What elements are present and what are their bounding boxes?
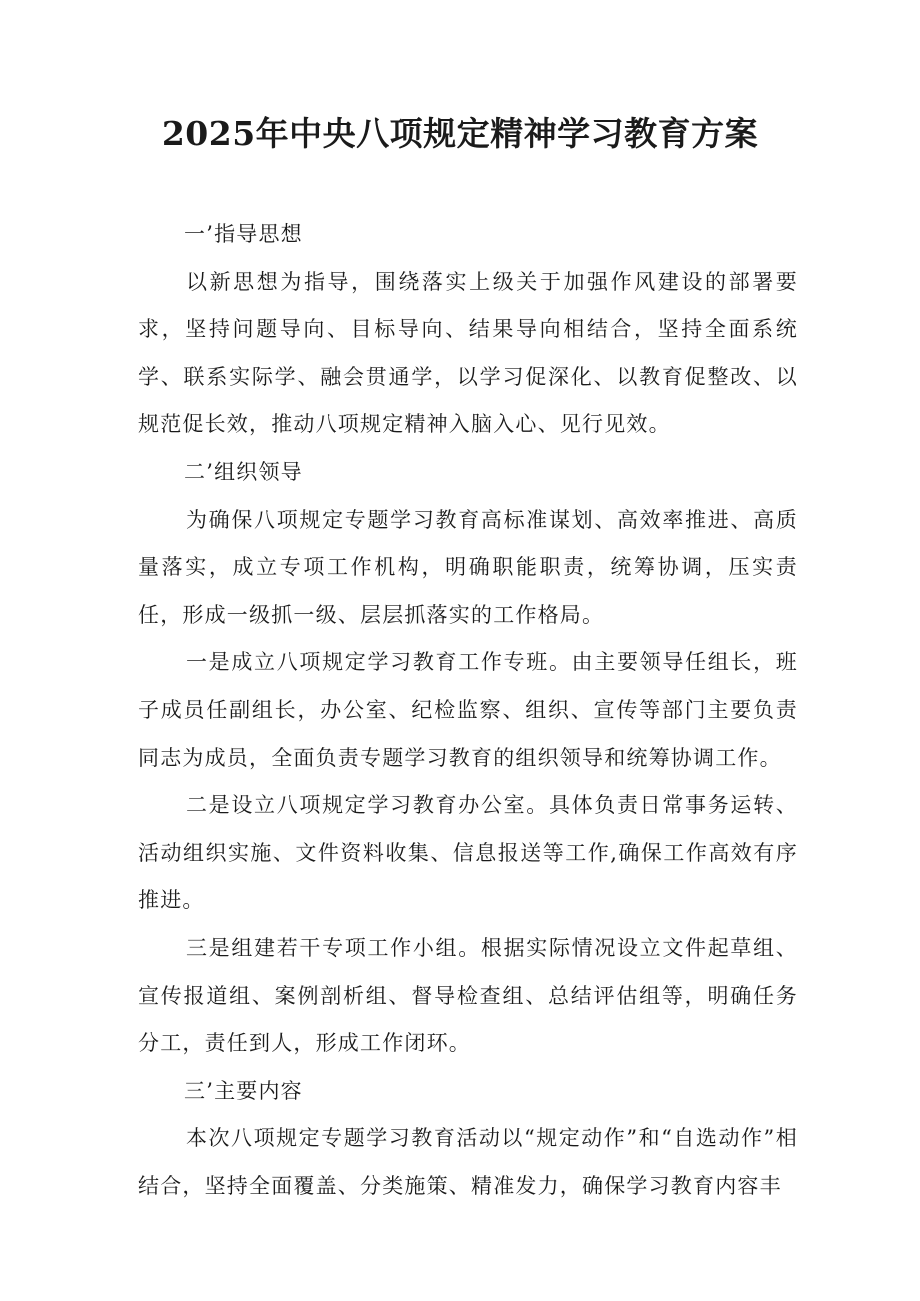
section-heading-main-content: 三’主要内容 (184, 1078, 303, 1103)
paragraph-task-force: 一是成立八项规定学习教育工作专班。由主要领导任组长，班子成员任副组长，办公室、纪检监察、组织、宣传等部门主要负责同志为成员，全面负责专题学习教育的组织领导和统筹协调工作。 (138, 650, 798, 770)
document-title: 2025年中央八项规定精神学习教育方案 (161, 114, 759, 153)
section-heading-guiding-ideology: 一’指导思想 (184, 222, 303, 246)
paragraph-main-content: 本次八项规定专题学习教育活动以“规定动作”和“自选动作”相结合，坚持全面覆盖、分类施策、精准发力，确保学习教育内容丰 (138, 1126, 798, 1198)
paragraph-office: 二是设立八项规定学习教育办公室。具体负责日常事务运转、活动组织实施、文件资料收集、信息报送等工作,确保工作高效有序推进。 (138, 793, 798, 913)
section-heading-organization-leadership: 二’组织领导 (184, 459, 303, 484)
paragraph-organization-intro: 为确保八项规定专题学习教育高标准谋划、高效率推进、高质量落实，成立专项工作机构，明确职能职责，统筹协调，压实责任，形成一级抓一级、层层抓落实的工作格局。 (138, 507, 798, 627)
paragraph-guiding-ideology: 以新思想为指导，围绕落实上级关于加强作风建设的部署要求，坚持问题导向、目标导向、结果导向相结合，坚持全面系统学、联系实际学、融会贯通学，以学习促深化、以教育促整改、以规范促长效，推动八项规定精神入脑入心、见行见效。 (138, 269, 798, 437)
paragraph-working-groups: 三是组建若干专项工作小组。根据实际情况设立文件起草组、宣传报道组、案例剖析组、督导检查组、总结评估组等，明确任务分工，责任到人，形成工作闭环。 (138, 935, 798, 1056)
document-body (138, 211, 798, 1210)
